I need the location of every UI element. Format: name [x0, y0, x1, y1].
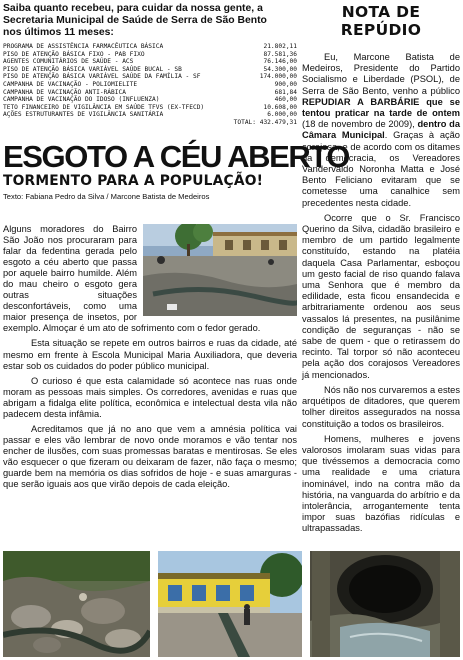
sewage-culvert-photo	[310, 551, 460, 657]
budget-label: PISO DE ATENÇÃO BÁSICA VARIÁVEL SAÚDE BUCAL - SB	[3, 65, 182, 73]
budget-row	[3, 73, 297, 81]
left-column	[3, 3, 350, 201]
budget-label: AÇÕES ESTRUTURANTES DE VIGILÂNCIA SANITÁRIA	[3, 111, 164, 119]
budget-row	[3, 96, 297, 104]
budget-value: 10.608,00	[263, 103, 297, 111]
sewage-culvert-illustration	[310, 551, 460, 657]
budget-value: 681,84	[274, 88, 297, 96]
note-paragraph: Ocorre que o Sr. Francisco Querino da Silva, cidadão brasileiro e membro de um partido legalmente constituído, estando na platéia daquela Casa Parlamentar, esboçou um gesto facial de riso quando falava uma Senhora que é membro da edilidade, esta ficou ensandecida e arbitrariamente ordenou aos seus vassalos lá presentes, na pusilânime condição de seguranças - não se sabe de quem - que o retirassem do recinto. Tal torpor só não aconteceu pela ação dos corajosos Vereadores já mencionados.	[302, 212, 460, 380]
budget-label: CAMPANHA DE VACINAÇÃO - POLIOMIELITE	[3, 80, 138, 88]
note-paragraph: Homens, mulheres e jovens valorosos imolaram suas vidas para que tivéssemos a democracia como uma realidade e uma criatura inominável, indo na contra mão da história, na vanguarda do arbítrio e da intolerância, arrogantemente tenta impor suas bazófias ridículas e ultrapassadas.	[302, 433, 460, 534]
note-paragraph: Nós não nos curvaremos a estes arquétipos de ditadores, que querem tolher direitos assegurados na nossa constituição a todos os brasileiros.	[302, 384, 460, 429]
budget-label: PISO DE ATENÇÃO BÁSICA VARIÁVEL SAÚDE DA FAMÍLIA - SF	[3, 73, 201, 81]
budget-total-label: TOTAL:	[233, 118, 256, 126]
street-sewage-illustration	[143, 224, 297, 316]
budget-value: 174.000,00	[259, 73, 297, 81]
sewage-rocks-photo	[3, 551, 150, 657]
note-title: NOTA DE REPÚDIO	[340, 3, 422, 39]
budget-label: TETO FINANCEIRO DE VIGILÂNCIA EM SAÚDE TFVS (EX-TFECD)	[3, 103, 205, 111]
street-sewage-photo	[143, 224, 297, 316]
article-paragraph: Alguns moradores do Bairro São João nos procuraram para falar da fedentina gerada pelo esgoto a céu aberto que passa por aquele bairro humilde. Além do mau cheiro o esgoto gera outras situações desconfortáveis, como uma maior presença de insetos, por exemplo. Almoçar é um ato de sofrimento com o fedor gerado.	[3, 224, 261, 334]
budget-label: CAMPANHA DE VACINAÇÃO DO IDOSO (INFLUENZA)	[3, 96, 160, 104]
budget-value: 6.000,00	[267, 111, 297, 119]
byline: Texto: Fabiana Pedro da Silva / Marcone Batista de Medeiros	[3, 191, 210, 201]
intro-line-2: Secretaria Municipal de Saúde de Serra de São Bento	[3, 15, 267, 26]
headline: ESGOTO A CÉU ABERTO	[3, 138, 350, 174]
budget-label: CAMPANHA DE VACINAÇÃO ANTI-RÁBICA	[3, 88, 126, 96]
budget-label: PISO DE ATENÇÃO BÁSICA FIXO - PAB FIXO	[3, 50, 145, 58]
budget-total	[3, 119, 297, 127]
sewage-rocks-illustration	[3, 551, 150, 657]
note-emphasis: dentro da Câmara Municipal	[302, 119, 460, 141]
repudiation-note	[302, 3, 460, 539]
budget-total-value: 432.479,31	[259, 118, 297, 126]
intro-line-1: Saiba quanto recebeu, para cuidar da nossa gente, a	[3, 3, 263, 14]
budget-value: 54.300,00	[263, 65, 297, 73]
budget-value: 460,00	[274, 96, 297, 104]
note-emphasis: REPUDIAR A BARBÁRIE que se tentou praticar na tarde de ontem	[302, 96, 460, 119]
intro-line-3: nos últimos 11 meses:	[3, 27, 114, 38]
note-text: Eu, Marcone Batista de Medeiros, Presidente do Partido Socialismo e Liberdade (PSOL), de Serra de São Bento, venho a público	[302, 52, 460, 96]
note-text: (18 de novembro de 2009),	[302, 119, 418, 130]
budget-row	[3, 111, 297, 119]
budget-value: 21.802,11	[263, 43, 297, 50]
budget-value: 76.146,00	[263, 58, 297, 66]
article-paragraph: Esta situação se repete em outros bairros e ruas da cidade, até mesmo em frente à Escola Municipal Maria Auxiliadora, que deveria estar sob os cuidados do poder público municipal.	[3, 338, 297, 371]
budget-table	[3, 43, 297, 127]
budget-value: 900,00	[274, 80, 297, 88]
budget-value: 87.581,36	[263, 50, 297, 58]
budget-label: AGENTES COMUNITÁRIOS DE SAÚDE - ACS	[3, 58, 134, 66]
note-body	[302, 52, 460, 535]
budget-row	[3, 81, 297, 89]
budget-row	[3, 43, 297, 51]
school-street-illustration	[158, 551, 302, 657]
article-paragraph: Acreditamos que já no ano que vem a amnésia política vai passar e eles vão lembrar de novo onde moramos e vão tentar nos encher de ilusões, com suas promessas baratas e mentirosas. Se eles vão esquecer o que fizeram ou deixaram de fazer, não faça o mesmo; guarde bem na memória os dias sofridos de hoje - e suas amarguras - que serão iguais aos que virão depois de cada eleição.	[3, 423, 297, 490]
subheadline: TORMENTO PARA A POPULAÇÃO!	[3, 172, 264, 189]
article-paragraph: O curioso é que esta calamidade só acontece nas ruas onde moram as pessoas mais simples. Os corredores, avenidas e ruas que abrigam a fidalga elite política, econômica e intelectual desta vila não padecem desta infâmia.	[3, 375, 297, 419]
budget-row	[3, 58, 297, 66]
intro-text	[3, 3, 297, 39]
article-body	[3, 224, 297, 494]
budget-label: PROGRAMA DE ASSISTÊNCIA FARMACÊUTICA BÁSICA	[3, 43, 164, 50]
note-text: . Graças à ação corajosa, e de acordo com os ditames da democracia, os Vereadores Vandervaldo Noronha Matta e José Bento Feliciano evitaram que se cometesse uma canalhice sem precedentes nesta cidade.	[302, 130, 460, 208]
school-street-photo	[158, 551, 302, 657]
note-paragraph	[302, 52, 460, 209]
